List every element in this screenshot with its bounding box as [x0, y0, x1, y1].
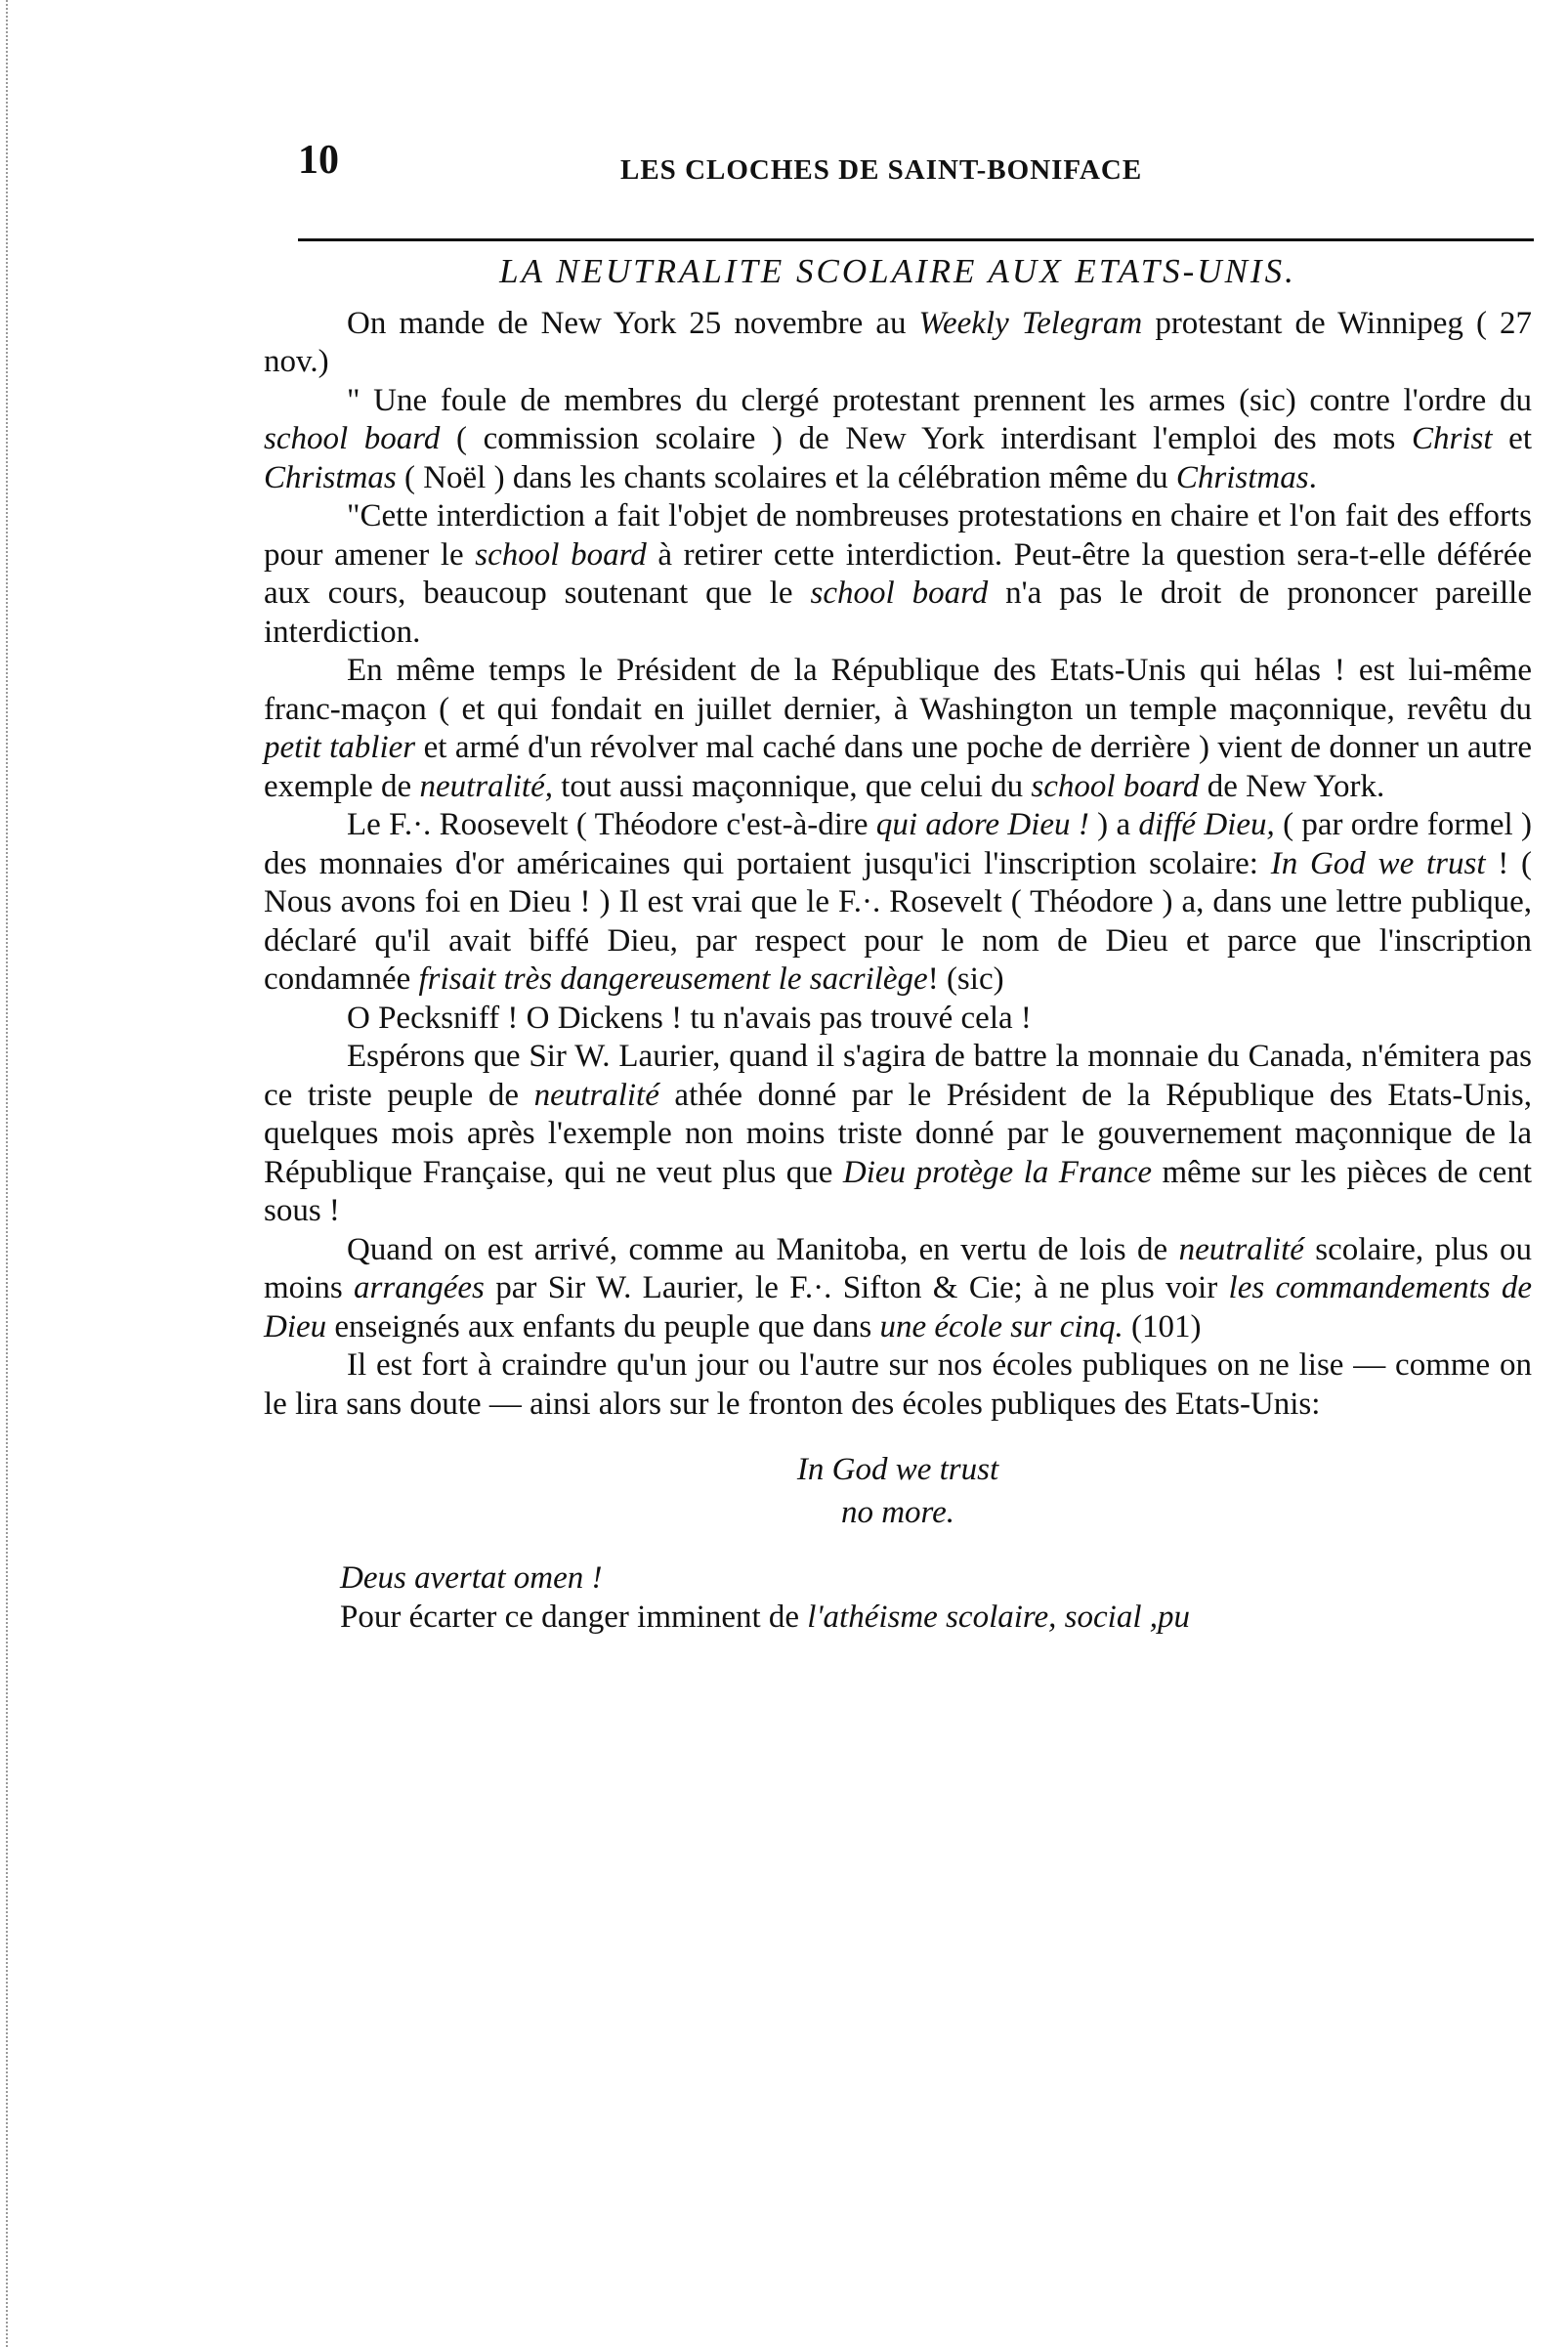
closing-line: Pour écarter ce danger imminent de l'athéisme scolaire, social ,pu: [340, 1599, 1190, 1635]
paragraph-1: On mande de New York 25 novembre au Weekly Telegram protestant de Winnipeg ( 27 nov.): [264, 305, 1532, 379]
paragraph-9: Il est fort à craindre qu'un jour ou l'autre sur nos écoles publiques on ne lise — comme on le lira sans doute — ainsi alors sur le fronton des écoles publiques des Etats-Unis:: [264, 1347, 1532, 1422]
page-edge: [0, 0, 8, 2347]
page-header: [298, 137, 1539, 205]
paragraph-3: "Cette interdiction a fait l'objet de nombreuses protestations en chaire et l'on fait des efforts pour amener le school board à retirer cette interdiction. Peut-être la question sera-t-elle déférée aux cours, beaucoup soutenant que le school board n'a pas le droit de prononcer pareille interdiction.: [264, 498, 1532, 650]
paragraph-8: Quand on est arrivé, comme au Manitoba, en vertu de lois de neutralité scolaire, plus ou moins arrangées par Sir W. Laurier, le F.·. Sifton & Cie; à ne plus voir les commandements de Dieu enseignés aux enfants du peuple que dans une école sur cinq. (101): [264, 1231, 1532, 1344]
header-rule: [298, 238, 1534, 241]
motto-line-1: In God we trust: [796, 1452, 999, 1487]
article-title: LA NEUTRALITE SCOLAIRE AUX ETATS-UNIS.: [499, 252, 1296, 290]
motto-line-2: no more.: [840, 1494, 955, 1530]
article-body: [264, 252, 1532, 1637]
latin-phrase: Deus avertat omen !: [340, 1560, 603, 1596]
paragraph-6: O Pecksniff ! O Dickens ! tu n'avais pas trouvé cela !: [347, 1000, 1032, 1036]
paragraph-7: Espérons que Sir W. Laurier, quand il s'agira de battre la monnaie du Canada, n'émitera pas ce triste peuple de neutralité athée donné par le Président de la République des Etats-Unis, quelques mois après l'exemple non moins triste donné par le gouvernement maçonnique de la République Française, qui ne veut plus que Dieu protège la France même sur les pièces de cent sous !: [264, 1039, 1532, 1228]
paragraph-4: En même temps le Président de la République des Etats-Unis qui hélas ! est lui-même franc-maçon ( et qui fondait en juillet dernier, à Washington un temple maçonnique, revêtu du petit tablier et armé d'un révolver mal caché dans une poche de derrière ) vient de donner un autre exemple de neutralité, tout aussi maçonnique, que celui du school board de New York.: [264, 653, 1532, 804]
paragraph-2: " Une foule de membres du clergé protestant prennent les armes (sic) contre l'ordre du school board ( commission scolaire ) de New York interdisant l'emploi des mots Christ et Christmas ( Noël ) dans les chants scolaires et la célébration même du Christmas.: [264, 382, 1532, 495]
running-title: LES CLOCHES DE SAINT-BONIFACE: [620, 154, 1143, 186]
page-number: 10: [298, 138, 339, 183]
paragraph-5: Le F.·. Roosevelt ( Théodore c'est-à-dire qui adore Dieu ! ) a diffé Dieu, ( par ordre formel ) des monnaies d'or américaines qui portaient jusqu'ici l'inscription scolaire: In God we trust ! ( Nous avons foi en Dieu ! ) Il est vrai que le F.·. Rosevelt ( Théodore ) a, dans une lettre publique, déclaré qu'il avait biffé Dieu, par respect pour le nom de Dieu et parce que l'inscription condamnée frisait très dangereusement le sacrilège! (sic): [264, 807, 1533, 997]
